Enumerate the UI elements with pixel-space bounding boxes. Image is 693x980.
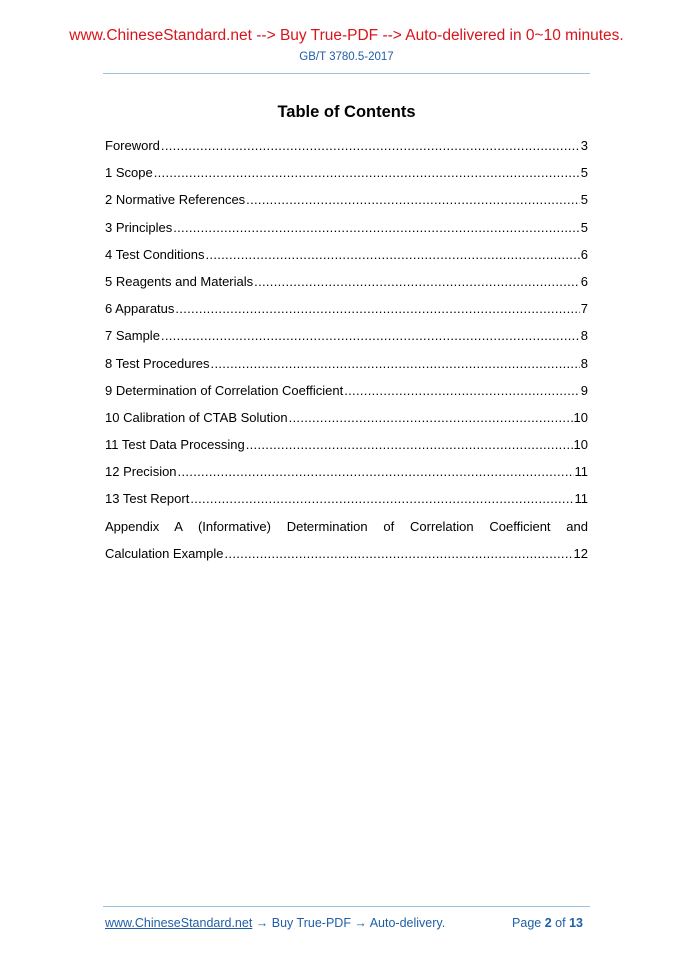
toc-entry-label: 3 Principles xyxy=(105,219,173,235)
toc-entry-label: 13 Test Report xyxy=(105,491,190,507)
toc-entry-test-conditions[interactable] xyxy=(105,246,588,273)
arrow-icon: → xyxy=(350,916,370,930)
page-title: Table of Contents xyxy=(277,103,416,121)
toc-entry-page: 5 xyxy=(580,192,588,208)
toc-entry-sample[interactable] xyxy=(105,327,588,354)
toc-entry-normative-references[interactable] xyxy=(105,191,588,218)
toc-entry-page: 10 xyxy=(573,437,588,453)
toc-entry-correlation-coefficient[interactable] xyxy=(105,382,588,409)
toc-entry-foreword[interactable] xyxy=(105,137,588,164)
toc-entry-label: 1 Scope xyxy=(105,165,153,181)
toc-entry-label: 6 Apparatus xyxy=(105,301,175,317)
toc-entry-label: 8 Test Procedures xyxy=(105,355,210,371)
toc-entry-label: 11 Test Data Processing xyxy=(105,437,245,453)
toc-entry-ctab-calibration[interactable] xyxy=(105,409,588,436)
toc-entry-page: 10 xyxy=(573,409,588,425)
toc-entry-label: 9 Determination of Correlation Coefficient xyxy=(105,382,344,398)
table-of-contents xyxy=(105,137,588,572)
toc-entry-label: 4 Test Conditions xyxy=(105,246,205,262)
toc-entry-page: 5 xyxy=(580,165,588,181)
toc-entry-reagents-materials[interactable] xyxy=(105,273,588,300)
document-id: GB/T 3780.5-2017 xyxy=(299,51,394,63)
toc-entry-apparatus[interactable] xyxy=(105,300,588,327)
toc-entry-label: 2 Normative References xyxy=(105,192,246,208)
toc-entry-data-processing[interactable] xyxy=(105,436,588,463)
toc-entry-precision[interactable] xyxy=(105,463,588,490)
footer-url-link[interactable]: www.ChineseStandard.net xyxy=(105,916,253,930)
toc-entry-label: Foreword xyxy=(105,138,160,153)
of-word: of xyxy=(555,916,566,930)
toc-entry-test-procedures[interactable] xyxy=(105,355,588,382)
toc-entry-appendix-a[interactable] xyxy=(105,545,588,572)
toc-entry-page: 9 xyxy=(580,382,588,398)
footer-promo xyxy=(105,916,445,930)
toc-entry-page: 3 xyxy=(580,138,588,153)
toc-entry-test-report[interactable] xyxy=(105,490,588,517)
toc-entry-page: 8 xyxy=(580,328,588,344)
toc-entry-page: 6 xyxy=(580,273,588,289)
footer-buy-text: Buy True-PDF xyxy=(271,916,351,930)
toc-entry-page: 12 xyxy=(573,545,588,561)
toc-entry-page: 7 xyxy=(580,301,588,317)
toc-entry-page: 11 xyxy=(574,491,588,507)
page-indicator xyxy=(512,916,583,930)
toc-entry-page: 8 xyxy=(580,355,588,371)
toc-entry-appendix-a-line1[interactable]: Appendix A (Informative) Determination of Correlation Coefficient and xyxy=(105,518,588,534)
toc-entry-scope[interactable] xyxy=(105,164,588,191)
page-total: 13 xyxy=(569,916,583,930)
arrow-icon: → xyxy=(252,916,272,930)
toc-entry-page: 11 xyxy=(574,464,588,480)
footer-divider xyxy=(103,906,590,907)
toc-entry-label: Calculation Example xyxy=(105,545,224,561)
promo-banner[interactable]: www.ChineseStandard.net --> Buy True-PDF --> Auto-delivered in 0~10 minutes. xyxy=(69,27,624,44)
footer-delivery-text: Auto-delivery. xyxy=(369,916,446,930)
toc-entry-label: 7 Sample xyxy=(105,328,160,344)
toc-entry-label: 12 Precision xyxy=(105,464,177,480)
page-current: 2 xyxy=(544,916,552,930)
toc-entry-label: 5 Reagents and Materials xyxy=(105,273,254,289)
toc-entry-page: 5 xyxy=(580,219,588,235)
page-word: Page xyxy=(512,916,542,930)
header-divider xyxy=(103,73,590,74)
toc-entry-principles[interactable] xyxy=(105,219,588,246)
toc-entry-label: 10 Calibration of CTAB Solution xyxy=(105,409,288,425)
toc-entry-page: 6 xyxy=(580,246,588,262)
